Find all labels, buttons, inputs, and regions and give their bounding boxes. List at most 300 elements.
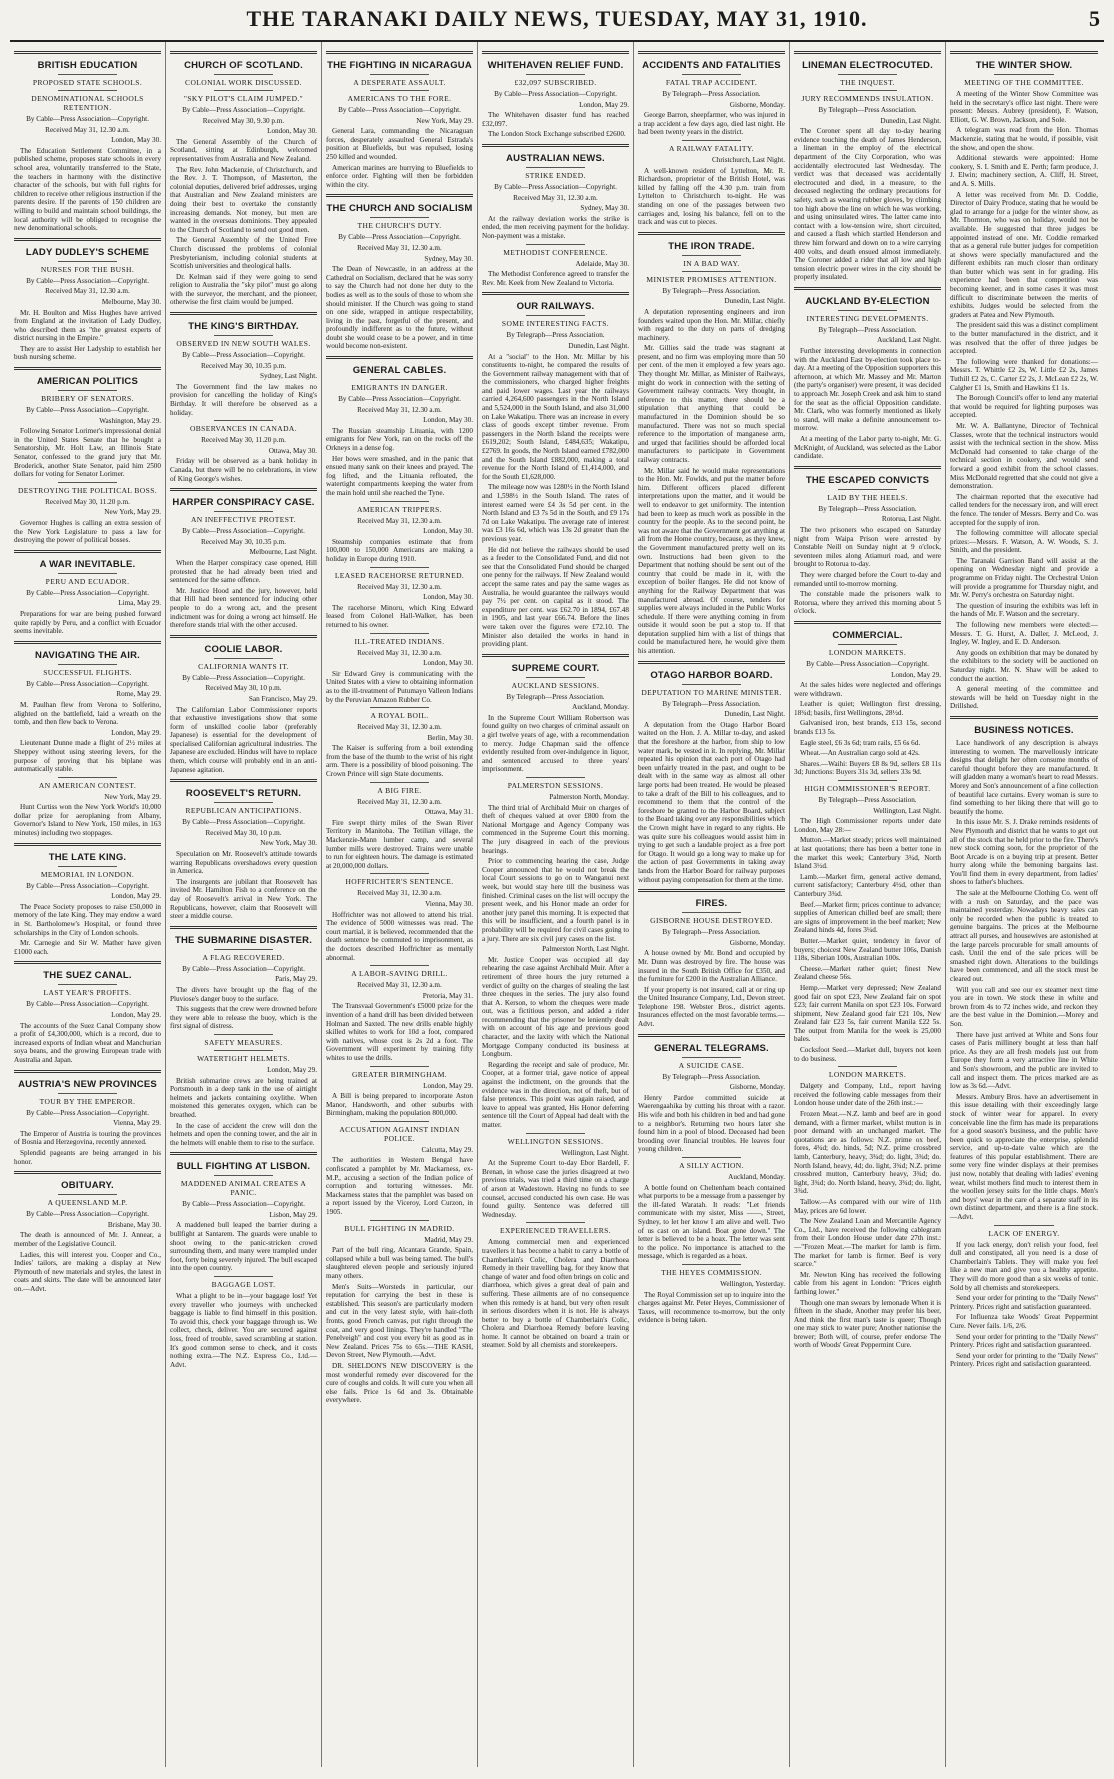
article-paragraph: Christchurch, Last Night. xyxy=(711,155,785,164)
article-paragraph: Dr. Kelman said if they were going to send religion to Australia the "sky pilot" must go along with the surveyor, the merchant, and the pioneer, otherwise the first claim would be jumped. xyxy=(170,272,317,307)
article-paragraph: The death is announced of Mr. J. Annear, a member of the Legislative Council. xyxy=(14,1231,161,1248)
article xyxy=(950,1294,1098,1369)
article-paragraph: The mileage now was 1280½ in the North Island and 1,598½ in the South Island. The rates of interest earned were £4 3s 5d per cent. in the North Island and £3 7s 5d in the South, and £9 17s 7d on Lake Wakatipu. The average rate of interest was £3 16s 6d, which was 13s 2d greater than the previous year. xyxy=(482,483,629,543)
section-rule xyxy=(14,1171,161,1174)
article-paragraph: Received May 31, 12.30 a.m. xyxy=(357,243,442,252)
rule xyxy=(370,567,429,568)
section-rule xyxy=(170,1152,317,1155)
article-paragraph: By Cable—Press Association—Copyright. xyxy=(26,1210,149,1219)
article-subheading: EXPERIENCED TRAVELLERS. xyxy=(499,1226,611,1236)
article-paragraph: By Cable—Press Association—Copyright. xyxy=(338,395,461,404)
article xyxy=(14,1070,161,1167)
article xyxy=(638,889,785,1029)
article-paragraph: Dunedin, Last Night. xyxy=(880,116,941,125)
article xyxy=(794,466,941,616)
article-paragraph: Preparations for war are being pushed forward quite rapidly by Peru, and a conflict with Ecuador seems inevitable. xyxy=(14,609,161,636)
article xyxy=(326,1066,473,1118)
article-paragraph: Tallow.—As compared with our wire of 11th May, prices are 6d lower. xyxy=(794,1197,941,1215)
article xyxy=(482,51,629,139)
article-paragraph: By Telegraph—Press Association. xyxy=(662,90,761,98)
article-paragraph: By Telegraph—Press Association. xyxy=(818,504,917,513)
article-subheading: THE HEYES COMMISSION. xyxy=(661,1267,762,1277)
article-paragraph: The following committee will allocate special prizes:—Messrs. F. Watson, A. W. Woods, S. J. Smith, and the president. xyxy=(950,529,1098,555)
rule xyxy=(58,390,117,391)
article xyxy=(326,707,473,779)
article-headline: A WAR INEVITABLE. xyxy=(39,558,136,570)
article xyxy=(482,1133,629,1220)
article-paragraph: London, May 29. xyxy=(267,1065,317,1074)
article xyxy=(638,1157,785,1261)
section-rule xyxy=(482,51,629,54)
article-subheading: A LABOR-SAVING DRILL. xyxy=(351,969,448,979)
article-subheading: A SUICIDE CASE. xyxy=(678,1060,745,1070)
article xyxy=(14,367,161,479)
rule xyxy=(214,802,273,803)
rule xyxy=(214,1276,273,1277)
article xyxy=(794,1066,941,1350)
rule xyxy=(526,677,585,678)
article-paragraph: Washington, May 29. xyxy=(99,416,161,425)
rule xyxy=(370,90,429,91)
article-paragraph: A general meeting of the committee and stewards will be held on Tuesday night in the Drillshed. xyxy=(950,685,1098,711)
article-subheading: PERU AND ECUADOR. xyxy=(45,576,130,586)
article xyxy=(794,51,941,282)
article-paragraph: London, May 30. xyxy=(267,127,317,136)
article-subheading: LAST YEAR'S PROFITS. xyxy=(43,988,132,998)
section-rule xyxy=(14,367,161,370)
article-paragraph: Splendid pageants are being arranged in his honor. xyxy=(14,1148,161,1166)
article-paragraph: Adelaide, May 30. xyxy=(575,259,629,268)
article-subheading: STRIKE ENDED. xyxy=(525,170,586,180)
article-subheading: JURY RECOMMENDS INSULATION. xyxy=(801,94,934,103)
rule xyxy=(370,1220,429,1221)
article-paragraph: Pretoria, May 31. xyxy=(422,991,473,1000)
column-5 xyxy=(634,42,790,1767)
rule xyxy=(838,780,897,781)
article-paragraph: Received May 31, 12.30 a.m. xyxy=(357,981,442,990)
article-headline: COMMERCIAL. xyxy=(832,629,903,641)
article-paragraph: A meeting of the Winter Show Committee was held in the secretary's office last night. There were present: Messrs. Aubrey (president), F. Watson, Elliott, G. W. Brown, Jackson, and Sole. xyxy=(950,90,1098,124)
article-paragraph: Gisborne, Monday. xyxy=(729,100,785,109)
article-paragraph: Madrid, May 29. xyxy=(424,1235,473,1244)
rule xyxy=(994,74,1053,75)
column-1 xyxy=(10,42,166,1767)
article-subheading: A ROYAL BOIL. xyxy=(370,711,429,721)
rule xyxy=(838,90,897,91)
article xyxy=(170,779,317,921)
article-paragraph: By Cable—Press Association—Copyright. xyxy=(182,673,305,682)
column-2 xyxy=(166,42,322,1767)
rule xyxy=(370,1121,429,1122)
article-paragraph: The Californian Labor Commissioner reports that exhaustive investigations show that some form of unskilled coolie labor (preferably Japanese) is essential for the development of specialised Californian agricultural industries. The Japanese are excluded. Hindus will have to replace them, which course will probably end in an anti-Japanese agitation. xyxy=(170,705,317,774)
article-headline: THE LATE KING. xyxy=(48,851,127,863)
rule xyxy=(682,1264,741,1265)
section-rule xyxy=(482,144,629,147)
article-paragraph: By Cable—Press Association—Copyright. xyxy=(26,588,149,597)
article-paragraph: A house owned by Mr. Bond and occupied by Mr. Dunn was destroyed by fire. The house was insured in the South British Office for £350, and the furniture for £200 in the Australian Alliance. xyxy=(638,949,785,984)
section-rule xyxy=(170,51,317,54)
article-paragraph: Received May 31, 12.30 a.m. xyxy=(357,889,442,898)
section-rule xyxy=(326,194,473,197)
article-subheading: AN AMERICAN CONTEST. xyxy=(38,780,137,790)
rule xyxy=(682,140,741,141)
article-paragraph: Auckland, Monday. xyxy=(728,1173,785,1181)
article-paragraph: The Education Settlement Committee, in a published scheme, proposes state schools in every school area, voluntarily transferred to the State, the teachers in harmony with the distinctive character of the schools, but with full rights for children to receive other religious instruction if the parents desire. If the parents of 150 children are willing to build and maintain school buildings, the local authority will be obliged to recognise the new denominational schools. xyxy=(14,146,161,233)
article-paragraph: Auckland, Last Night. xyxy=(877,336,941,345)
article-paragraph: Auckland, Monday. xyxy=(572,703,629,712)
article-subheading: A FLAG RECOVERED. xyxy=(202,952,285,962)
article-paragraph: Mr. Newton King has received the following cable from his agent in London: "Prices eighth farthing lower." xyxy=(794,1270,941,1296)
article-subheading: A BIG FIRE. xyxy=(377,785,422,795)
article-paragraph: By Telegraph—Press Association. xyxy=(662,928,761,937)
article-subheading: COLONIAL WORK DISCUSSED. xyxy=(185,78,302,87)
article-paragraph: London, May 30. xyxy=(423,659,473,668)
article-paragraph: Additional stewards were appointed: Home cookery, S. I. Smith and E. Perth; farm produce, J. J. Elwin; machinery section, A. Cliff, H. Street, and A. S. Mills. xyxy=(950,154,1098,188)
article-subheading: AN INEFFECTIVE PROTEST. xyxy=(190,515,297,525)
article-paragraph: By Cable—Press Association—Copyright. xyxy=(806,659,929,668)
rule xyxy=(838,74,897,75)
rule xyxy=(214,511,273,512)
article-paragraph: Shares.—Waihi: Buyers £8 8s 9d, sellers £8 11s 3d; Junctions: Buyers 31s 3d, sellers 33s 9d. xyxy=(794,759,941,777)
article-paragraph: By Cable—Press Association—Copyright. xyxy=(182,351,305,360)
article-headline: BUSINESS NOTICES. xyxy=(974,724,1074,736)
article-paragraph: A maddened bull leaped the barrier during a bullfight at Santarem. The guards were unable to shoot owing to the panic-stricken crowd surrounding them, and many were trampled under foot, forty being severely injured. The bull escaped into the open country. xyxy=(170,1221,317,1273)
article-paragraph: The New Zealand Loan and Mercantile Agency Co., Ltd., have received the following cablegram from their London House under date 27th inst.:—"Frozen Meat.—The market for lamb is firm. The market for lamb is firmer. Beef is very scarce." xyxy=(794,1217,941,1269)
article-subheading: BAGGAGE LOST. xyxy=(211,1280,276,1290)
article-paragraph: The sale at the Melbourne Clothing Co. went off with a rush on Saturday, and the pace was maintained yesterday. Nowadays heavy sales can only be recorded when the public is treated to genuine bargains. The prices at the Melbourne attract all purses, and housewives are astonished at the large parcels procurable for small amounts of cash. Until the end of the sale prices will be smashed right down. Alterations to the buildings have been commenced, and all the stock must be cleared out. xyxy=(950,889,1098,983)
article-subheading: GREATER BIRMINGHAM. xyxy=(351,1069,448,1079)
article-paragraph: Dunedin, Last Night. xyxy=(724,297,785,306)
article-subheading: NURSES FOR THE BUSH. xyxy=(40,264,135,274)
article-paragraph: Speculation on Mr. Roosevelt's attitude towards warring Republicans overshadows every question in America. xyxy=(170,850,317,876)
section-rule xyxy=(170,926,317,929)
section-rule xyxy=(950,51,1098,54)
article-subheading: SOME INTERESTING FACTS. xyxy=(501,319,610,329)
article-paragraph: Lace handiwork of any description is always interesting to women. The marvellously intricate designs that delight her often consume months of careful thought before they are manufactured. It will gladden many a woman's heart to read Messrs. Morey and Son's announcement of a fine collection of beautiful lace curtains. Every woman is sure to find something to her liking there that will go to beautify the home. xyxy=(950,738,1098,816)
article xyxy=(170,635,317,775)
article xyxy=(14,843,161,957)
article-paragraph: Though one man swears by lemonade When it is fifteen in the shade, Another may prefer his beer, And think the first man's taste is queer; Though one may stick to water pure; Another nationise the brewer; Both will, of course, prefer endorse The worth of Woods' Great Peppermint Cure. xyxy=(794,1298,941,1350)
article-paragraph: Dunedin, Last Night. xyxy=(724,710,785,719)
rule xyxy=(214,74,273,75)
article xyxy=(482,144,629,241)
article-headline: THE FIGHTING IN NICARAGUA xyxy=(327,60,472,71)
article-headline: GENERAL CABLES. xyxy=(352,365,447,377)
article-paragraph: Messrs. Ambury Bros. have an advertisement in this issue detailing with their exceedingly large stock of winter wear for apparel. In every conceivable line the firm has made its preparations for a good season's business, and the public have been quick to appreciate the enterprise, splendid service, and up-to-date value which are the features of this popular establishment. There are some very fine winder displays at their premises just now, notably that dealing with ladies' evening wear, whilst mothers find much to interest them in the woollen jersey suits for the little chaps. Men's and boys' wear in the care of a separate staff in its own distinct department, and there is a fine stock.—Advt. xyxy=(950,1092,1098,1222)
article-subheading: BULL FIGHTING IN MADRID. xyxy=(344,1223,455,1233)
article-paragraph: Brisbane, May 30. xyxy=(107,1220,161,1229)
article-paragraph: M. Paulhan flew from Verona to Solferino, alighted on the battlefield, laid a wreath on the tomb, and then flew back to Verona. xyxy=(14,700,161,727)
article xyxy=(14,238,161,362)
article-paragraph: They were charged before the Court to-day and remanded until to-morrow morning. xyxy=(794,570,941,588)
article-subheading: CALIFORNIA WANTS IT. xyxy=(198,661,289,671)
article-paragraph: Lima, May 29. xyxy=(118,599,161,608)
article-paragraph: Sir Edward Grey is communicating with the United States with a view to obtaining information as to the ill-treatment of Putumayo Valleon Indians by the Peruvian Amazon Rubber Co. xyxy=(326,669,473,704)
rule xyxy=(526,74,585,75)
masthead xyxy=(10,0,1104,42)
article-paragraph: By Cable—Press Association—Copyright. xyxy=(338,106,461,114)
article-paragraph: Rotorua, Last Night. xyxy=(881,515,941,524)
article-paragraph: Received May 31, 12.30 a.m. xyxy=(513,193,598,202)
article-paragraph: Mr. W. A. Ballantyne, Director of Technical Classes, wrote that the technical instructors would assist with the technical section in the show. Miss McDonald had consented to take charge of the technical section in cookery, and would send forward a good exhibit from the school classes. Miss McDonald regretted that she could not give a demonstration. xyxy=(950,421,1098,491)
article-headline: THE SUBMARINE DISASTER. xyxy=(174,934,313,946)
article xyxy=(326,782,473,871)
article xyxy=(326,356,473,498)
article-paragraph: Received May 31, 12.30 a.m. xyxy=(45,287,130,296)
article-paragraph: Steamship companies estimate that from 100,000 to 150,000 Americans are making a holiday in Europe during 1910. xyxy=(326,537,473,563)
article-headline: AUCKLAND BY-ELECTION xyxy=(805,295,930,307)
article-headline: AUSTRIA'S NEW PROVINCES xyxy=(18,1078,157,1090)
article-paragraph: Received May 30, 10 p.m. xyxy=(205,828,282,837)
article-paragraph: The Taranaki Garrison Band will assist at the opening on Wednesday night and provide a programme on Friday night. The Orchestral Union will provide a programme for Thursday night, and Mr. W. Perry's orchestra on Saturday night. xyxy=(950,556,1098,600)
article-subheading: WELLINGTON SESSIONS. xyxy=(507,1136,604,1146)
rule xyxy=(58,573,117,574)
article-paragraph: A Bill is being prepared to incorporate Aston Manor, Handsworth, and other suburbs with Birmingham, making the population 800,000. xyxy=(326,1092,473,1118)
article-paragraph: Wellington, Last Night. xyxy=(873,806,941,815)
article-paragraph: Received May 31, 12.30 a.m. xyxy=(357,516,442,525)
article xyxy=(14,550,161,636)
article-paragraph: Received May 30, 10.35 p.m. xyxy=(200,537,287,546)
article-subheading: £32,097 SUBSCRIBED. xyxy=(514,78,597,87)
article-paragraph: DR. SHELDON'S NEW DISCOVERY is the most wonderful remedy ever discovered for the cure of coughs and colds. It will cure you when all else fails. Price 1s 6d and 3s. Obtainable everywhere. xyxy=(326,1361,473,1405)
article-paragraph: For Influenza take Woods' Great Peppermint Cure. Never fails. 1/6, 2/6. xyxy=(950,1313,1098,1330)
article-paragraph: Following Senator Lorimer's impressional denial in the United States Senate that he bought a Senatorship, Mr. Holt Law, an Illinois State Senator, confessed to the grand jury that Mr. Broderick, another State Senator, paid him 2500 dollars for voting for Senator Lorimer. xyxy=(14,427,161,479)
article-paragraph: By Telegraph—Press Association. xyxy=(662,699,761,708)
article-subheading: LACK OF ENERGY. xyxy=(988,1228,1060,1238)
article-paragraph: Mr. Gillies said the trade was stagnant at present, and no firm was employing more than 50 per cent. of the men it employed a few years ago. They thought Mr. Millar, as Minister of Railways, might do work in connection with the setting of Government railway contracts. Very thought, in reference to this matter, there should be a stipulation that anything that could be manufactured in the Dominion should be so manufactured. There was not so much special reference to the importation of manganese arm, and urged that facilities should be afforded local manufacturers to participate in Government railway contracts. xyxy=(638,344,785,464)
article xyxy=(170,1152,317,1273)
rule xyxy=(682,74,741,75)
article-paragraph: British submarine crews are being trained at Portsmouth in a deep tank in the use of airtight helmets and jackets containing oxylithe. When moistened this generates oxygen, which can be breathed. xyxy=(170,1076,317,1119)
article-subheading: DENOMINATIONAL SCHOOLS RETENTION. xyxy=(31,94,144,112)
article-paragraph: The Borough Council's offer to lend any material that would be required for lighting purposes was accepted. xyxy=(950,394,1098,420)
section-rule xyxy=(638,661,785,664)
article-paragraph: The General Assembly of the United Free Church discussed the problems of colonial Presbyterianism, including colonial students at Scottish universities and theological halls. xyxy=(170,236,317,271)
article-paragraph: Frozen Meat.—N.Z. lamb and beef are in good demand, with a firmer market, whilst mutton is in poor demand with an unchanged market. The quotations are as follows: N.Z. prime ox beef, fores, 4¾d; do. hinds, 5d; N.Z. prime crossbred lamb, Canterbury, heavy, 3¾d; do. light, 3¾d; do. North Island, heavy, 4d; do. light, 3¾d; N.Z. prime crossbred mutton, Canterbury heavy, 3¾d; do. light, 3¾d; do. North Island, heavy, 3¾d; do. light, 3¾d. xyxy=(794,1110,941,1196)
article-headline: WHITEHAVEN RELIEF FUND. xyxy=(487,60,624,71)
article-subheading: A SILLY ACTION. xyxy=(679,1161,744,1170)
article-paragraph: Lisbon, May 29. xyxy=(269,1210,317,1219)
article-headline: NAVIGATING THE AIR. xyxy=(35,649,140,661)
rule xyxy=(214,90,273,91)
article-subheading: A DESPERATE ASSAULT. xyxy=(353,78,446,87)
article-paragraph: A deputation from the Otago Harbor Board waited on the Hon. J. A. Millar to-day, and asked that the foreshore at the harbor, from ship to low water mark, be vested in it. In replying, Mr. Millar repeated his opinion that each port of Otago had been unfairly treated in the past, and ought to be dealt with in the same way as almost all other large ports had been treated. He would be pleased to take a draft of the Bill to his colleagues, and to recommend to them that the control of the foreshore be granted to the Harbor Board, subject to the Board taking over any responsibilities which the Crown might have in regard to any rights. He was quite sure his colleagues would assist him in trying to get such a laudable project as a free port for Otago. It would go a long way to make up for the action of past Governments in taking away lands from the Harbor Board for railway purposes without paying compensation for them at the time. xyxy=(638,720,785,884)
article-paragraph: Ottawa, May 31. xyxy=(424,808,473,817)
article xyxy=(14,482,161,545)
article-paragraph: Wheat.—An Australian cargo sold at 42s. xyxy=(800,749,920,758)
article-subheading: THE INQUEST. xyxy=(840,78,895,87)
article-paragraph: The Government find the law makes no provision for cancelling the holiday of King's Birthday. It will therefore be observed as a holiday. xyxy=(170,382,317,417)
rule xyxy=(526,315,585,316)
rule xyxy=(58,90,117,91)
article-paragraph: By Cable—Press Association—Copyright. xyxy=(182,964,305,973)
article-headline: THE ESCAPED CONVICTS xyxy=(805,474,930,486)
article-paragraph: By Telegraph—Press Association. xyxy=(506,331,605,340)
article-paragraph: Governor Hughes is calling an extra session of the New York Legislature to pass a law for destroying the power of political bosses. xyxy=(14,519,161,545)
article-paragraph: The following new members were elected:—Messrs. T. G. Hurst, A. Daller, J. McLeod, J. Ingley, W. Ingley, and E. D. Anderson. xyxy=(950,621,1098,647)
section-rule xyxy=(14,51,161,54)
article xyxy=(950,716,1098,1222)
article-paragraph: A telegram was read from the Hon. Thomas Mackenzie, stating that he would, if possible, visit the show, and open the show. xyxy=(950,126,1098,152)
article xyxy=(326,567,473,630)
rule xyxy=(682,271,741,272)
article-subheading: LONDON MARKETS. xyxy=(828,1070,907,1080)
article xyxy=(326,1121,473,1217)
article-subheading: DESTROYING THE POLITICAL BOSS. xyxy=(17,485,158,495)
article-subheading: LONDON MARKETS. xyxy=(828,647,907,657)
article-paragraph: London, May 29. xyxy=(579,100,629,109)
rule xyxy=(214,420,273,421)
article-headline: AUSTRALIAN NEWS. xyxy=(506,152,605,164)
article-paragraph: They are to assist Her Ladyship to establish her bush nursing scheme. xyxy=(14,344,161,362)
section-rule xyxy=(950,716,1098,719)
section-rule xyxy=(14,641,161,644)
article-subheading: METHODIST CONFERENCE. xyxy=(503,247,608,257)
article-paragraph: Friday will be observed as a bank holiday in Canada, but there will be no celebrations, in view of King George's wishes. xyxy=(170,457,317,483)
article-paragraph: The following were thanked for donations:—Messrs. T. Whittle £2 2s, W. Little £2 2s, James Tuthill £2 2s, C. Carter £2 2s, J. McLean £2 2s, W. Calgher £1 1s, Smith and Hawkins £1 1s. xyxy=(950,357,1098,392)
article-paragraph: At a meeting of the Labor party to-night, Mr. G. McKnight, of Auckland, was selected as the Labor candidate. xyxy=(794,435,941,461)
article-paragraph: By Cable—Press Association—Copyright. xyxy=(182,106,305,114)
article-headline: ROOSEVELT'S RETURN. xyxy=(185,788,302,800)
rule xyxy=(526,244,585,245)
article xyxy=(638,232,785,656)
article-subheading: SAFETY MEASURES. xyxy=(204,1037,283,1047)
article-headline: CHURCH OF SCOTLAND. xyxy=(184,60,303,71)
article-subheading: INTERESTING DEVELOPMENTS. xyxy=(806,313,929,323)
article xyxy=(950,51,1098,711)
article xyxy=(482,1222,629,1350)
article-paragraph: Vienna, May 30. xyxy=(425,900,473,908)
article-paragraph: Wellington, Yesterday. xyxy=(720,1279,785,1288)
article-paragraph: At a "social" to the Hon. Mr. Millar by his constituents to-night, he compared the results of the Government railway management with that of the commissioners, who charged higher freights and paid lower wages. Last year the railways carried 4,264,600 passengers in the North Island and 5,524,000 in the South Island, and also 31,000 on Lake Wakatipu. There was an increase in every class of goods except timber revenue. From passengers in the North Island the receipts were £619,202; South Island, £484,635; Wakatipu, £2769. In goods, the North Island earned £782,000 and the South Island £882,000, making a total revenue for the North Island of £1,414,000, and for the South £1,628,000. xyxy=(482,352,629,481)
article xyxy=(170,926,317,1031)
article-headline: ACCIDENTS AND FATALITIES xyxy=(642,60,781,71)
article-paragraph: The Rev. John Mackenzie, of Christchurch, and the Rev. J. T. Thompson, of Masterton, the colonial deputies, delivered brief addresses, urging that Australian and New Zealand ministers are doing their best to overtake the constantly increasing demands. Not money, but men are wanted in the overseas dominions. They appealed to the Church of Scotland to send out good men. xyxy=(170,165,317,234)
article xyxy=(482,777,629,1130)
article-paragraph: London, May 29. xyxy=(111,728,161,737)
article-paragraph: Received May 31, 12.30 a.m. xyxy=(45,125,130,134)
article-subheading: WATERTIGHT HELMETS. xyxy=(197,1053,290,1063)
article-paragraph: Beef.—Market firm; prices continue to advance; supplies of American chilled beef are small; there are signs of improvement in the beef market; New Zealand hinds 4d, fores 3¼d. xyxy=(794,900,941,935)
article-paragraph: At the railway deviation works the strike is ended, the men receiving payment for the holiday. Non-payment was a mistake. xyxy=(482,214,629,240)
article-subheading: AMERICAN TRIPPERS. xyxy=(357,504,442,514)
rule xyxy=(214,1175,273,1176)
rule xyxy=(214,1050,273,1051)
article-subheading: AMERICANS TO THE FORE. xyxy=(347,94,452,103)
rule xyxy=(838,644,897,645)
article-paragraph: Received May 31, 12.30 a.m. xyxy=(357,797,442,806)
article xyxy=(170,488,317,630)
article-subheading: A QUEENSLAND M.P. xyxy=(47,1198,128,1208)
article-paragraph: London, May 30. xyxy=(423,527,473,536)
article-paragraph: The Coroner spent all day to-day hearing evidence touching the death of James Henderson, a lineman in the employ of the electrical department of the City Corporation, who was accidentally electrocuted last Wednesday. The verdict was that deceased was accidentally electrocuted and died, in a measure, to the deceased neglecting the ordinary precautions for safety, such as wearing rubber gloves, by climbing too high above the line on which he was working, and using uninsulated wires. The latter came into contact with a low-tension wire, short circuited, and caused a flash which startled Henderson and threw him forward and down on to a wire carrying 400 volts, and death ensued almost immediately. The Coroner added a rider that all low and high tension electric power wires in the city should be properly insulated. xyxy=(794,127,941,282)
article-paragraph: Mr. Millar said he would make representations to the Hon. Mr. Fowlds, and put the matter before him. Different officers placed different interpretations upon the matter, and it would be well to endeavor to get uniformity. The intention had been to keep as much work as possible in the country for the people. As to the second point, he was not aware that the Government got anything at all from the Home country, because, as they knew, the Government manufactured pretty well on its own. Instructions had been given to the Department that nothing should be sent out of the country that could be made in it, with the exception of boiler flanges. He did not know of anything for the Railway Department that was manufactured abroad. Of course, tenders for supplies were always included in the Public Works schedule. If there were anything coming in from outside it would soon be put a stop to. If that deputation supplied him with a list of things that could be manufactured here, he would give them his attention. xyxy=(638,466,785,656)
article-paragraph: The Emperor of Austria is touring the provinces of Bosnia and Herzegovina, recently annexed. xyxy=(14,1129,161,1147)
article-paragraph: The Methodist Conference agreed to transfer the Rev. Mr. Keek from New Zealand to Victoria. xyxy=(482,270,629,287)
article xyxy=(326,194,473,351)
article-paragraph: By Telegraph—Press Association. xyxy=(662,1072,761,1081)
article-subheading: BRIBERY OF SENATORS. xyxy=(41,394,134,404)
article xyxy=(326,633,473,705)
article-paragraph: Rome, May 29. xyxy=(116,690,161,699)
newspaper-title: THE TARANAKI DAILY NEWS, TUESDAY, MAY 31, 1910. xyxy=(246,6,868,31)
article-paragraph: The chairman reported that the executive had called tenders for the necessary iron, and will erect the fence. The tender of Messrs. Berry and Co. was accepted for the supply of iron. xyxy=(950,492,1098,527)
article-paragraph: At the Supreme Court to-day Ebor Bardell, F. Brenan, in whose case the juries disagreed at two previous trials, was tried a third time on a charge of arson at Wadestown. Having no funds to see counsel, accused conducted his own case. He was found guilty. Sentence was deferred till Wednesday. xyxy=(482,1159,629,1219)
column-6 xyxy=(790,42,946,1767)
rule xyxy=(526,1222,585,1223)
rule xyxy=(526,167,585,168)
article xyxy=(170,1276,317,1369)
article-paragraph: Leather is quiet; Wellington first dressing, 18¾d; basils, first Wellingtons, 28½d. xyxy=(794,700,941,717)
rule xyxy=(58,664,117,665)
article-paragraph: By Telegraph—Press Association. xyxy=(662,286,761,295)
article-paragraph: London, May 30. xyxy=(423,593,473,602)
article-headline: THE CHURCH AND SOCIALISM xyxy=(326,203,473,215)
section-rule xyxy=(14,550,161,553)
page-number: 5 xyxy=(1089,6,1100,31)
article-subheading: EMIGRANTS IN DANGER. xyxy=(351,383,448,393)
article-paragraph: Hoffrichter was not allowed to attend his trial. The evidence of 5000 witnesses was read. The court martial, it is believed, recommended that the death sentence be commuted to imprisonment, as the doctors described Hoffrichter as mentally abnormal. xyxy=(326,910,473,962)
rule xyxy=(370,501,429,502)
rule xyxy=(682,1057,741,1058)
rule xyxy=(838,1066,897,1067)
article-paragraph: Mutton.—Market steady; prices well maintained at last quotations; there has been a better tone in the market this week; Canterbury 3¾d, North Island 3½d. xyxy=(794,836,941,871)
rule xyxy=(58,482,117,483)
article-subheading: A RAILWAY FATALITY. xyxy=(669,143,754,153)
article-headline: LINEMAN ELECTROCUTED. xyxy=(802,60,933,71)
article xyxy=(170,420,317,483)
rule xyxy=(370,74,429,75)
section-rule xyxy=(170,635,317,638)
article-paragraph: American marines are hurrying to Bluefields to enforce order. Fighting will then be forbidden within the city. xyxy=(326,163,473,189)
article-paragraph: Mr. Justice Cooper was occupied all day rehearing the case against Archibald Muir. After a retirement of three hours the jury returned a verdict of guilty on the charges of stealing the last three cheques in the series. The jury also found that A. Kerson, to whom the cheques were made out, was a fictitious person, and added a rider recommending that the prisoner be leniently dealt with on account of his age and previous good character, and the laxity with which the National Mortgage Company conducted its business at Longburn. xyxy=(482,955,629,1059)
article-paragraph: Regarding the receipt and sale of produce, Mr. Cooper, at a former trial, gave notice of appeal against the indictment, on the grounds that the evidence was in the direction, not of theft, but of false pretences. This point was again raised, and leave to appeal was granted, His Honor deferring sentence till the Court of Appeal had dealt with the matter. xyxy=(482,1060,629,1129)
article xyxy=(794,780,941,1063)
article-subheading: MADDENED ANIMAL CREATES A PANIC. xyxy=(180,1179,307,1198)
article-paragraph: Hunt Curtiss won the New York World's 10,000 dollar prize for aeroplaning from Albany, Governor's Island to New York, 150 miles, in 163 minutes) including two stoppages. xyxy=(14,803,161,838)
article-paragraph: By Cable—Press Association—Copyright. xyxy=(494,90,617,98)
article-paragraph: The London Stock Exchange subscribed £2600. xyxy=(488,130,626,139)
section-rule xyxy=(638,51,785,54)
rule xyxy=(214,658,273,659)
article-paragraph: He did not believe the railways should be used as a feeder to the Consolidated Fund, and did not see that the Consolidated Fund should be charged one penny for the railways. If New Zealand would accept the same rates and pay the same wages as Australia, he would guarantee the railways would pay 7½ per cent. on capital as it stood. The expenditure per cent. was £62.70 in 1894, £67.48 in 1905, and last year £66.74. Before the lines were taken over the figures were £72.10. The Minister also detailed the works in hand in providing plant. xyxy=(482,545,629,649)
article-paragraph: By Cable—Press Association—Copyright. xyxy=(182,818,305,827)
article xyxy=(638,51,785,137)
article-paragraph: Paris, May 29. xyxy=(275,975,317,984)
article-paragraph: Received May 31, 12.30 a.m. xyxy=(357,405,442,414)
article-paragraph: Palmerston North, Monday. xyxy=(549,793,629,802)
article-paragraph: San Francisco, May 29. xyxy=(248,694,317,703)
article-paragraph: London, May 29. xyxy=(111,892,161,901)
article-paragraph: By Cable—Press Association—Copyright. xyxy=(26,679,149,688)
article-paragraph: Send your order for printing to the "Daily News" Printery. Prices right and satisfaction guaranteed. xyxy=(950,1332,1098,1350)
rule xyxy=(370,782,429,783)
rule xyxy=(370,873,429,874)
article-subheading: TOUR BY THE EMPEROR. xyxy=(39,1096,136,1106)
news-columns xyxy=(10,42,1104,1767)
article-paragraph: The insurgents are jubilant that Roosevelt has invited Mr. Hamilton Fish to a conference on the day of Roosevelt's arrival in New York. The Republicans, however, claim that Roosevelt will steer a middle course. xyxy=(170,877,317,921)
article-paragraph: A well-known resident of Lyttelton, Mr. R. Richardson, proprietor of the British Hotel, was killed by falling off the 4.30 p.m. train from Lyttelton to Christchurch to-night. He was standing on one of the passages between two carriages and, losing his balance, fell on to the track and was cut to pieces. xyxy=(638,166,785,227)
section-rule xyxy=(326,51,473,54)
article-paragraph: Ladies, this will interest you. Cooper and Co., Indies' tailors, are making a display at New Plymouth of new materials and styles, the latest in coats and skirts. The date will be announced later on.—Advt. xyxy=(14,1250,161,1293)
section-rule xyxy=(794,51,941,54)
article-paragraph: Mr. Carnegie and Sir W. Mather have given £1000 each. xyxy=(14,939,161,956)
article-paragraph: Cocksfoot Seed.—Market dull, buyers not keen to do business. xyxy=(794,1046,941,1063)
article-paragraph: The divers have brought up the flag of the Pluviose's danger buoy to the surface. xyxy=(170,985,317,1003)
article-subheading: PALMERSTON SESSIONS. xyxy=(507,781,604,791)
article-subheading: HIGH COMMISSIONER'S REPORT. xyxy=(804,784,931,794)
article xyxy=(14,1171,161,1293)
